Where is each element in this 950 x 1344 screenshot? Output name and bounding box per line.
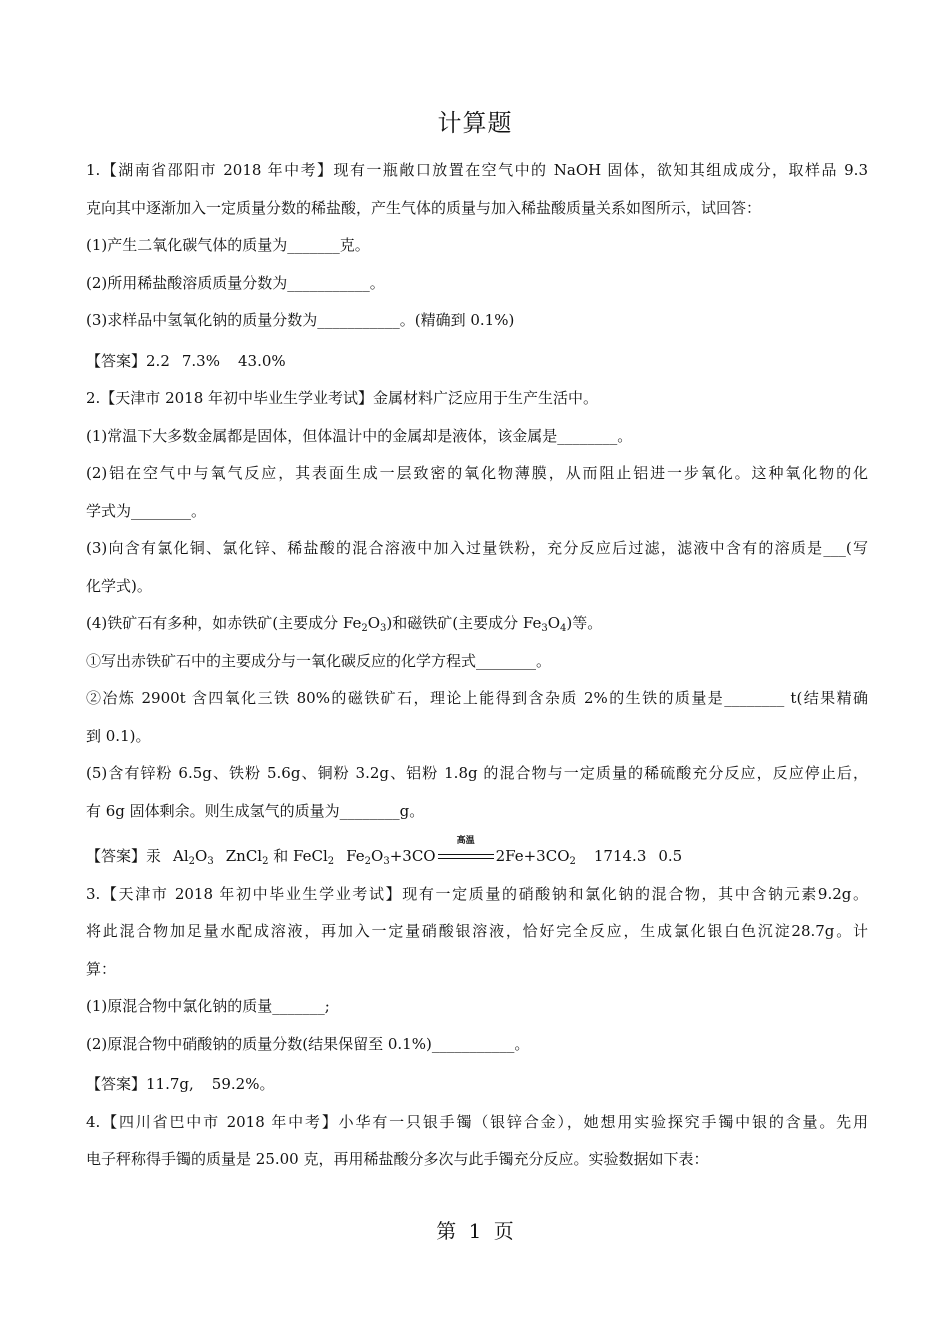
q3-stem-line2: 将此混合物加足量水配成溶液，再加入一定量硝酸银溶液，恰好完全反应，生成氯化银白色沉淀28.7g。计 xyxy=(86,922,868,940)
document-body xyxy=(86,152,868,1179)
q2-sub5-line1: (5)含有锌粉 6.5g、铁粉 5.6g、铜粉 3.2g、铝粉 1.8g 的混合物与一定质量的稀硫酸充分反应，反应停止后， xyxy=(86,764,868,782)
q3-answer-1: 11.7g, xyxy=(146,1075,194,1093)
q1-sub3: (3)求样品中氢氧化钠的质量分数为___________。(精确到 0.1%) xyxy=(86,311,515,329)
page-number-suffix: 页 xyxy=(493,1219,514,1243)
q2-sub1: (1)常温下大多数金属都是固体，但体温计中的金属却是液体，该金属是________。 xyxy=(86,426,633,445)
page-number-value: 1 xyxy=(468,1219,482,1243)
q3-stem-line1: 3.【天津市 2018 年初中毕业生学业考试】现有一定质量的硝酸钠和氯化钠的混合物，其中含钠元素9.2g。 xyxy=(86,884,868,903)
q1-answer-3: 43.0% xyxy=(237,351,286,370)
q3-stem-line3: 算： xyxy=(86,959,117,978)
q2-sub4b-line2: 到 0.1)。 xyxy=(86,726,151,745)
q2-sub4: (4)铁矿石有多种，如赤铁矿(主要成分 $Fe_2O_3$)和磁铁矿(主要成分 $Fe_3O_4$)等。 xyxy=(86,614,603,634)
q2-sub2-line1: (2)铝在空气中与氧气反应，其表面生成一层致密的氧化物薄膜，从而阻止铝进一步氧化。这种氧化物的化 xyxy=(86,464,868,482)
q2-sub4-text-c: )等。 xyxy=(566,614,603,632)
q2-answer-metal: 汞 xyxy=(146,847,162,865)
page-number-prefix: 第 xyxy=(436,1219,457,1243)
q3-answer xyxy=(86,1066,868,1104)
q2-sub2-line2: 学式为________。 xyxy=(86,501,207,520)
q1-sub2: (2)所用稀盐酸溶质质量分数为___________。 xyxy=(86,273,385,292)
q2-sub4a: ①写出赤铁矿石中的主要成分与一氧化碳反应的化学方程式________。 xyxy=(86,651,552,670)
q2-sub4-text-b: )和磁铁矿(主要成分 Fe xyxy=(386,614,542,632)
q3-sub1: (1)原混合物中氯化钠的质量_______; xyxy=(86,997,330,1015)
q4-stem-line2: 电子秤称得手镯的质量是 25.00 克，再用稀盐酸分多次与此手镯充分反应。实验数据如下表： xyxy=(86,1150,709,1168)
q4-stem-line1: 4.【四川省巴中市 2018 年中考】小华有一只银手镯（银锌合金），她想用实验探究手镯中银的含量。先用 xyxy=(86,1112,868,1131)
q2-sub4-text-a: (4)铁矿石有多种，如赤铁矿(主要成分 Fe xyxy=(86,614,362,632)
subscript: 2 xyxy=(361,623,368,634)
q2-stem: 2.【天津市 2018 年初中毕业生学业考试】金属材料广泛应用于生产生活中。 xyxy=(86,389,599,407)
q2-sub4b-line1: ②冶炼 2900t 含四氧化三铁 80%的磁铁矿石，理论上能得到含杂质 2%的生铁的质量是________ t(结果精确 xyxy=(86,689,868,707)
q1-answer-2: 7.3% xyxy=(181,351,220,370)
q2-sub3-line1: (3)向含有氯化铜、氯化锌、稀盐酸的混合溶液中加入过量铁粉，充分反应后过滤，滤液中含有的溶质是___(写 xyxy=(86,539,868,557)
subscript: 4 xyxy=(560,623,567,634)
subscript: 3 xyxy=(541,623,548,634)
page-number xyxy=(0,1215,950,1244)
q1-stem-line1: 1.【湖南省邵阳市 2018 年中考】现有一瓶敞口放置在空气中的 NaOH 固体，欲知其组成成分，取样品 9.3 xyxy=(86,161,868,179)
answer-label: 【答案】 xyxy=(86,847,147,865)
q2-sub5-line2: 有 6g 固体剩余。则生成氢气的质量为________g。 xyxy=(86,801,425,820)
condition-label: 高温 xyxy=(456,836,475,846)
subscript: 3 xyxy=(380,623,387,634)
page-title: 计算题 xyxy=(437,109,513,137)
q1-sub1: (1)产生二氧化碳气体的质量为_______克。 xyxy=(86,236,370,254)
q2-answer-h2: 0.5 xyxy=(658,847,683,865)
q2-sub3-line2: 化学式)。 xyxy=(86,576,152,595)
answer-label: 【答案】 xyxy=(86,351,147,370)
q2-answer-oxide: $Al_2O_3$ xyxy=(173,847,214,867)
q3-sub2: (2)原混合物中硝酸钠的质量分数(结果保留至 0.1%)___________。 xyxy=(86,1034,530,1053)
q1-answer xyxy=(86,343,868,381)
q1-stem-line2: 克向其中逐渐加入一定质量分数的稀盐酸，产生气体的质量与加入稀盐酸质量关系如图所示，试回答： xyxy=(86,198,762,217)
q2-answer-solutes: ZnCl$_2$ 和 FeCl$_2$ xyxy=(225,847,335,867)
q2-answer-equation: $Fe_2O_3+3CO$ 高温 $2Fe+3CO_2$ xyxy=(346,836,576,867)
q2-answer xyxy=(86,838,868,876)
reaction-condition xyxy=(438,836,494,864)
q2-answer-mass: 1714.3 xyxy=(593,847,647,865)
q3-answer-2: 59.2%。 xyxy=(211,1075,275,1093)
q1-answer-1: 2.2 xyxy=(146,351,170,370)
answer-label: 【答案】 xyxy=(86,1075,147,1093)
